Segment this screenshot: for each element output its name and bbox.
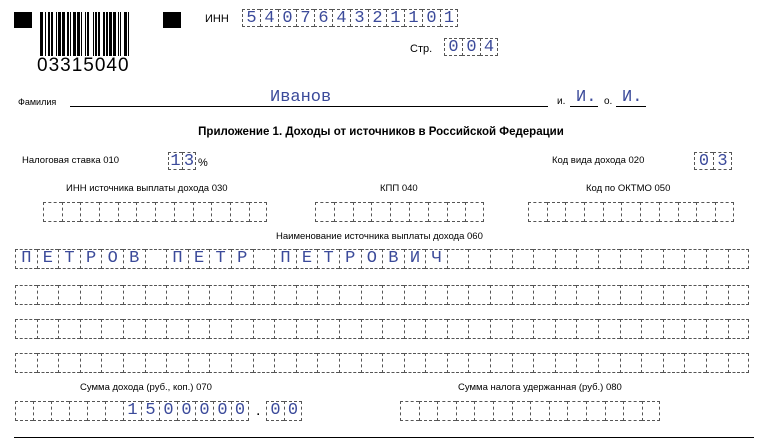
char-cell bbox=[209, 285, 231, 305]
char-cell bbox=[598, 319, 620, 339]
char-cell bbox=[620, 353, 642, 373]
char-cell bbox=[547, 202, 566, 222]
char-cell: 3 bbox=[713, 152, 732, 170]
oktmo-label: Код по ОКТМО 050 bbox=[586, 183, 671, 194]
char-cell: Р bbox=[80, 249, 102, 269]
char-cell bbox=[253, 285, 275, 305]
char-cell bbox=[15, 285, 37, 305]
char-cell: Р bbox=[339, 249, 361, 269]
tax-rate-label: Налоговая ставка 010 bbox=[22, 155, 120, 166]
char-cell: 0 bbox=[195, 401, 213, 421]
char-cell bbox=[555, 249, 577, 269]
char-cell bbox=[317, 353, 339, 373]
char-cell: 4 bbox=[480, 38, 498, 56]
char-cell: О bbox=[101, 249, 123, 269]
char-cell bbox=[80, 202, 99, 222]
source-name-row bbox=[15, 285, 749, 305]
char-cell bbox=[447, 285, 469, 305]
char-cell bbox=[576, 249, 598, 269]
char-cell: П bbox=[166, 249, 188, 269]
source-inn-cells bbox=[43, 202, 267, 222]
char-cell bbox=[339, 319, 361, 339]
char-cell bbox=[145, 353, 167, 373]
char-cell bbox=[58, 319, 80, 339]
char-cell bbox=[33, 401, 51, 421]
char-cell: 0 bbox=[177, 401, 195, 421]
char-cell bbox=[145, 285, 167, 305]
char-cell bbox=[296, 319, 318, 339]
char-cell bbox=[145, 249, 167, 269]
char-cell: 0 bbox=[444, 38, 462, 56]
char-cell bbox=[231, 319, 253, 339]
income-amount-label: Сумма дохода (руб., коп.) 070 bbox=[80, 382, 212, 393]
char-cell bbox=[400, 401, 419, 421]
char-cell: 0 bbox=[213, 401, 231, 421]
char-cell bbox=[425, 353, 447, 373]
char-cell bbox=[512, 249, 534, 269]
char-cell bbox=[123, 319, 145, 339]
char-cell bbox=[567, 401, 586, 421]
char-cell bbox=[468, 353, 490, 373]
char-cell bbox=[296, 285, 318, 305]
char-cell bbox=[361, 353, 383, 373]
char-cell: 1 bbox=[168, 152, 182, 170]
char-cell: 5 bbox=[242, 9, 260, 27]
char-cell bbox=[447, 319, 469, 339]
char-cell bbox=[296, 353, 318, 373]
char-cell bbox=[447, 249, 469, 269]
char-cell bbox=[188, 319, 210, 339]
char-cell bbox=[663, 353, 685, 373]
char-cell bbox=[468, 319, 490, 339]
char-cell bbox=[274, 319, 296, 339]
char-cell bbox=[555, 319, 577, 339]
char-cell bbox=[317, 285, 339, 305]
char-cell bbox=[728, 285, 750, 305]
char-cell bbox=[37, 285, 59, 305]
source-inn-label: ИНН источника выплаты дохода 030 bbox=[66, 183, 228, 194]
char-cell bbox=[706, 285, 728, 305]
char-cell bbox=[339, 353, 361, 373]
section-title: Приложение 1. Доходы от источников в Российской Федерации bbox=[198, 126, 564, 138]
char-cell: В bbox=[382, 249, 404, 269]
source-name-row bbox=[15, 353, 749, 373]
char-cell bbox=[188, 285, 210, 305]
char-cell bbox=[576, 319, 598, 339]
char-cell bbox=[684, 319, 706, 339]
char-cell bbox=[584, 202, 603, 222]
char-cell bbox=[58, 353, 80, 373]
char-cell bbox=[361, 285, 383, 305]
char-cell bbox=[99, 202, 118, 222]
page-label: Стр. bbox=[410, 43, 433, 55]
char-cell bbox=[87, 401, 105, 421]
char-cell bbox=[598, 249, 620, 269]
char-cell bbox=[382, 285, 404, 305]
income-amount-integer-cells bbox=[15, 401, 249, 421]
char-cell bbox=[105, 401, 123, 421]
char-cell bbox=[193, 202, 212, 222]
char-cell bbox=[118, 202, 137, 222]
char-cell bbox=[533, 249, 555, 269]
oktmo-cells bbox=[528, 202, 734, 222]
char-cell bbox=[641, 353, 663, 373]
char-cell: О bbox=[361, 249, 383, 269]
char-cell bbox=[390, 202, 409, 222]
tax-rate-cells bbox=[168, 152, 196, 170]
char-cell bbox=[663, 319, 685, 339]
source-name-row bbox=[15, 319, 749, 339]
char-cell bbox=[474, 401, 493, 421]
char-cell bbox=[409, 202, 428, 222]
char-cell bbox=[549, 401, 568, 421]
char-cell: Е bbox=[37, 249, 59, 269]
char-cell bbox=[51, 401, 69, 421]
char-cell bbox=[37, 353, 59, 373]
char-cell: 0 bbox=[159, 401, 177, 421]
page-cells bbox=[444, 38, 498, 56]
char-cell bbox=[641, 319, 663, 339]
char-cell bbox=[101, 285, 123, 305]
char-cell: 0 bbox=[278, 9, 296, 27]
char-cell bbox=[555, 285, 577, 305]
char-cell bbox=[728, 319, 750, 339]
char-cell: 0 bbox=[462, 38, 480, 56]
char-cell: 3 bbox=[183, 152, 195, 171]
char-cell: Т bbox=[317, 249, 339, 269]
char-cell bbox=[468, 285, 490, 305]
char-cell bbox=[684, 285, 706, 305]
char-cell bbox=[490, 353, 512, 373]
inn-label: ИНН bbox=[205, 13, 229, 25]
char-cell bbox=[101, 319, 123, 339]
char-cell bbox=[706, 249, 728, 269]
tax-withheld-cells bbox=[400, 401, 660, 421]
char-cell bbox=[43, 202, 62, 222]
char-cell bbox=[512, 319, 534, 339]
char-cell bbox=[684, 353, 706, 373]
char-cell bbox=[211, 202, 230, 222]
char-cell: 7 bbox=[296, 9, 314, 27]
char-cell: 0 bbox=[231, 401, 249, 421]
char-cell bbox=[696, 202, 715, 222]
income-code-cells bbox=[694, 152, 732, 170]
bottom-rule bbox=[14, 437, 754, 438]
char-cell bbox=[728, 249, 750, 269]
char-cell bbox=[490, 285, 512, 305]
char-cell: 0 bbox=[694, 152, 713, 170]
char-cell bbox=[317, 319, 339, 339]
char-cell bbox=[80, 285, 102, 305]
char-cell bbox=[174, 202, 193, 222]
char-cell bbox=[555, 353, 577, 373]
char-cell bbox=[586, 401, 605, 421]
char-cell bbox=[620, 319, 642, 339]
char-cell bbox=[274, 353, 296, 373]
char-cell bbox=[339, 285, 361, 305]
char-cell bbox=[166, 285, 188, 305]
char-cell: Т bbox=[209, 249, 231, 269]
char-cell: Ч bbox=[425, 249, 447, 269]
char-cell bbox=[533, 285, 555, 305]
char-cell bbox=[382, 353, 404, 373]
char-cell: 0 bbox=[266, 401, 284, 421]
char-cell bbox=[145, 319, 167, 339]
char-cell: Е bbox=[188, 249, 210, 269]
char-cell: 2 bbox=[368, 9, 386, 27]
char-cell bbox=[230, 202, 249, 222]
char-cell bbox=[642, 401, 661, 421]
initial-first-value: И. bbox=[576, 88, 597, 107]
char-cell bbox=[209, 353, 231, 373]
char-cell: 1 bbox=[386, 9, 404, 27]
char-cell bbox=[371, 202, 390, 222]
char-cell bbox=[69, 401, 87, 421]
char-cell bbox=[361, 319, 383, 339]
char-cell: 5 bbox=[141, 401, 159, 421]
source-name-label: Наименование источника выплаты дохода 060 bbox=[276, 231, 483, 242]
char-cell bbox=[404, 285, 426, 305]
char-cell bbox=[15, 319, 37, 339]
surname-value: Иванов bbox=[270, 88, 332, 107]
char-cell bbox=[641, 285, 663, 305]
char-cell bbox=[490, 319, 512, 339]
barcode-number: 03315040 bbox=[37, 55, 130, 76]
char-cell: 0 bbox=[422, 9, 440, 27]
char-cell bbox=[456, 401, 475, 421]
char-cell bbox=[404, 319, 426, 339]
char-cell bbox=[678, 202, 697, 222]
initial-patronymic-value: И. bbox=[622, 88, 643, 107]
char-cell bbox=[512, 401, 531, 421]
income-amount-fraction-cells bbox=[266, 401, 302, 421]
char-cell bbox=[428, 202, 447, 222]
char-cell bbox=[490, 249, 512, 269]
char-cell bbox=[641, 249, 663, 269]
char-cell bbox=[533, 319, 555, 339]
char-cell bbox=[620, 285, 642, 305]
char-cell: В bbox=[123, 249, 145, 269]
char-cell bbox=[598, 353, 620, 373]
char-cell: П bbox=[15, 249, 37, 269]
char-cell: 3 bbox=[350, 9, 368, 27]
char-cell: 4 bbox=[260, 9, 278, 27]
char-cell bbox=[512, 353, 534, 373]
char-cell: 1 bbox=[404, 9, 422, 27]
kpp-cells bbox=[315, 202, 484, 222]
char-cell bbox=[425, 319, 447, 339]
kpp-label: КПП 040 bbox=[380, 183, 418, 194]
char-cell bbox=[684, 249, 706, 269]
char-cell bbox=[447, 353, 469, 373]
char-cell: 1 bbox=[440, 9, 458, 27]
char-cell bbox=[80, 319, 102, 339]
char-cell bbox=[253, 319, 275, 339]
char-cell bbox=[663, 249, 685, 269]
char-cell bbox=[598, 285, 620, 305]
char-cell bbox=[447, 202, 466, 222]
char-cell bbox=[231, 353, 253, 373]
char-cell bbox=[37, 319, 59, 339]
char-cell bbox=[231, 285, 253, 305]
char-cell bbox=[663, 285, 685, 305]
initial-patronymic-label: о. bbox=[604, 96, 613, 107]
corner-marker-right bbox=[163, 12, 181, 28]
char-cell bbox=[528, 202, 547, 222]
tax-rate-unit: % bbox=[198, 157, 208, 169]
char-cell bbox=[659, 202, 678, 222]
barcode bbox=[40, 12, 155, 56]
char-cell bbox=[715, 202, 734, 222]
char-cell bbox=[620, 249, 642, 269]
char-cell bbox=[188, 353, 210, 373]
char-cell bbox=[576, 353, 598, 373]
char-cell bbox=[58, 285, 80, 305]
char-cell bbox=[253, 249, 275, 269]
char-cell bbox=[603, 202, 622, 222]
char-cell bbox=[62, 202, 81, 222]
char-cell bbox=[136, 202, 155, 222]
char-cell bbox=[15, 353, 37, 373]
char-cell bbox=[425, 285, 447, 305]
char-cell bbox=[640, 202, 659, 222]
source-name-row bbox=[15, 249, 749, 269]
char-cell bbox=[123, 353, 145, 373]
char-cell bbox=[621, 202, 640, 222]
char-cell bbox=[404, 353, 426, 373]
char-cell bbox=[623, 401, 642, 421]
char-cell: 0 bbox=[284, 401, 302, 421]
char-cell: 1 bbox=[123, 401, 141, 421]
tax-withheld-label: Сумма налога удержанная (руб.) 080 bbox=[458, 382, 622, 393]
char-cell bbox=[465, 202, 484, 222]
char-cell bbox=[166, 353, 188, 373]
corner-marker-left bbox=[14, 12, 32, 28]
char-cell bbox=[101, 353, 123, 373]
char-cell bbox=[334, 202, 353, 222]
char-cell bbox=[382, 319, 404, 339]
char-cell: И bbox=[404, 249, 426, 269]
char-cell bbox=[512, 285, 534, 305]
surname-label: Фамилия bbox=[18, 97, 57, 107]
char-cell bbox=[565, 202, 584, 222]
char-cell bbox=[166, 319, 188, 339]
char-cell: Е bbox=[296, 249, 318, 269]
char-cell bbox=[15, 401, 33, 421]
char-cell: П bbox=[274, 249, 296, 269]
char-cell bbox=[249, 202, 268, 222]
char-cell bbox=[706, 353, 728, 373]
char-cell bbox=[530, 401, 549, 421]
char-cell bbox=[209, 319, 231, 339]
barcode-gap bbox=[129, 12, 131, 56]
char-cell bbox=[155, 202, 174, 222]
char-cell bbox=[123, 285, 145, 305]
char-cell bbox=[605, 401, 624, 421]
initial-first-label: и. bbox=[557, 96, 566, 107]
char-cell bbox=[253, 353, 275, 373]
inn-cells bbox=[242, 9, 458, 27]
char-cell bbox=[728, 353, 750, 373]
char-cell bbox=[576, 285, 598, 305]
income-code-label: Код вида дохода 020 bbox=[552, 155, 645, 166]
char-cell: Р bbox=[231, 249, 253, 269]
char-cell bbox=[419, 401, 438, 421]
char-cell bbox=[493, 401, 512, 421]
decimal-point: . bbox=[256, 402, 261, 419]
char-cell bbox=[353, 202, 372, 222]
char-cell: 6 bbox=[314, 9, 332, 27]
char-cell bbox=[80, 353, 102, 373]
char-cell: 4 bbox=[332, 9, 350, 27]
char-cell bbox=[468, 249, 490, 269]
char-cell bbox=[533, 353, 555, 373]
char-cell bbox=[274, 285, 296, 305]
char-cell bbox=[437, 401, 456, 421]
char-cell bbox=[706, 319, 728, 339]
char-cell bbox=[315, 202, 334, 222]
char-cell: Т bbox=[58, 249, 80, 269]
